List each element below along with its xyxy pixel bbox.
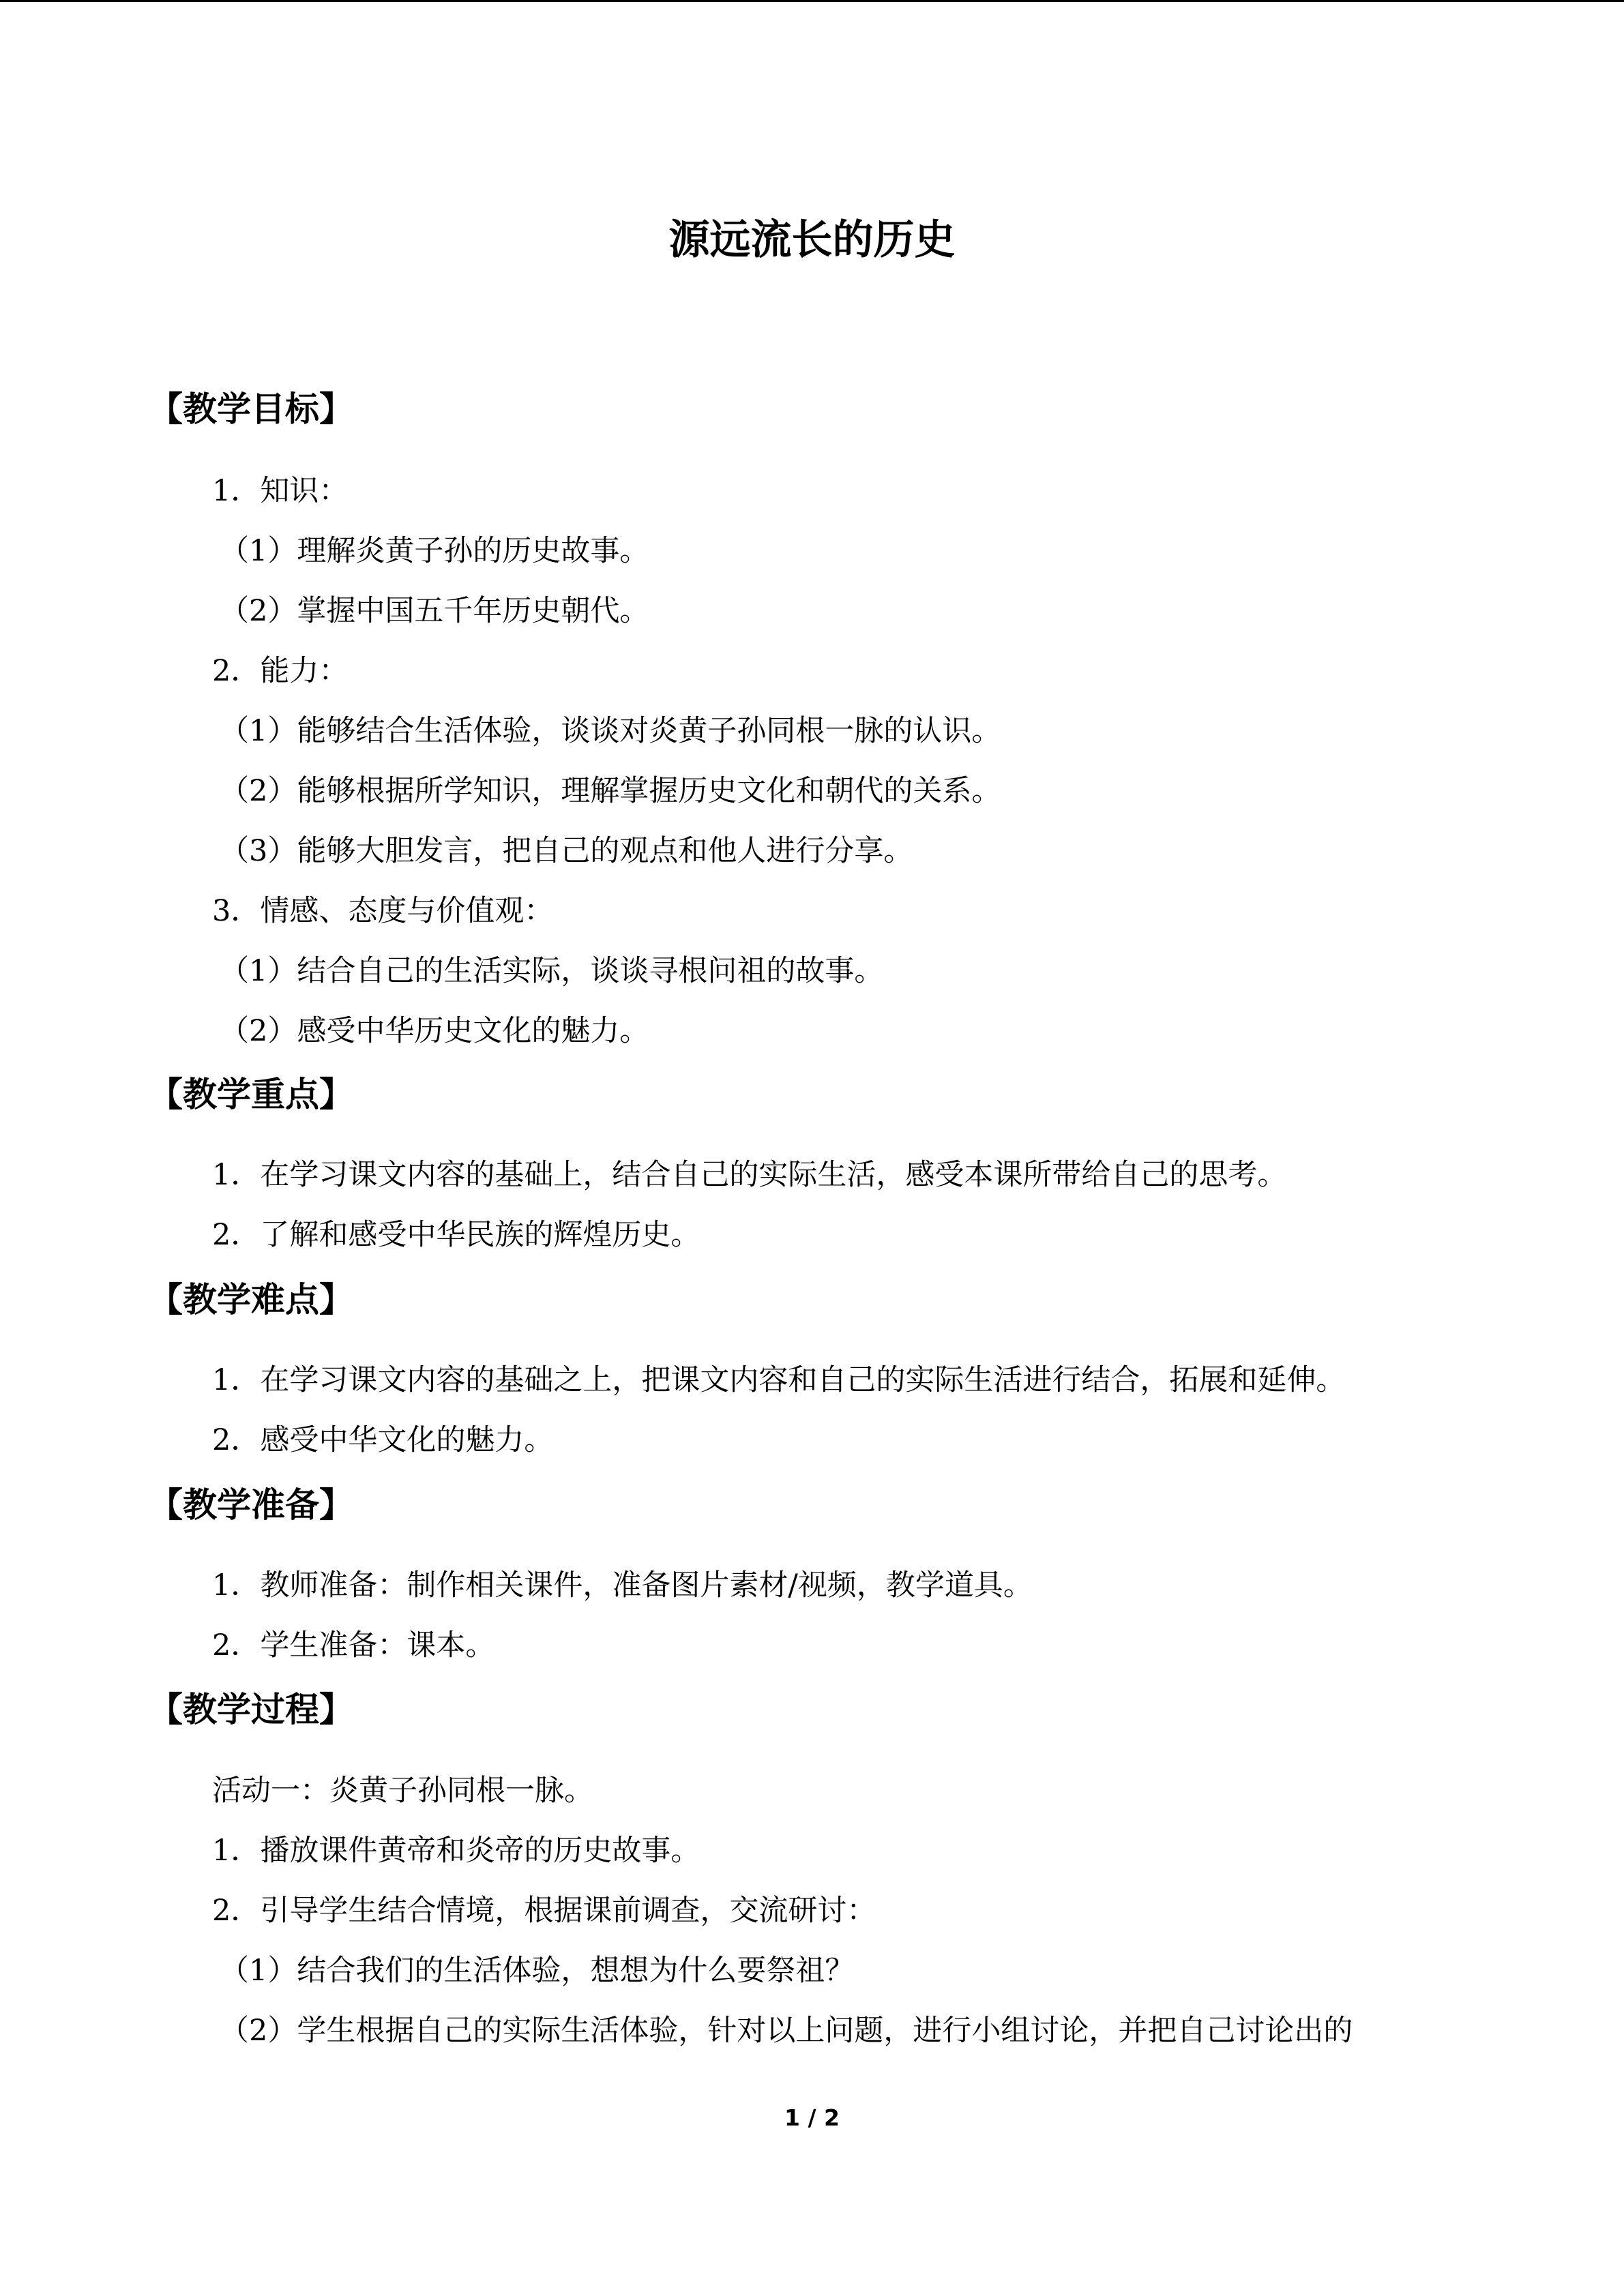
difficulties-line: 1．在学习课文内容的基础之上，把课文内容和自己的实际生活进行结合，拓展和延伸。 bbox=[212, 1363, 1346, 1397]
process-line: 2．引导学生结合情境，根据课前调查，交流研讨： bbox=[212, 1894, 876, 1928]
process-line: 1．播放课件黄帝和炎帝的历史故事。 bbox=[212, 1834, 700, 1868]
preparation-line: 1．教师准备：制作相关课件，准备图片素材/视频，教学道具。 bbox=[212, 1568, 1033, 1602]
goals-line: （1）能够结合生活体验，谈谈对炎黄子孙同根一脉的认识。 bbox=[220, 714, 1001, 748]
difficulties-line: 2．感受中华文化的魅力。 bbox=[212, 1423, 554, 1457]
process-line: （1）结合我们的生活体验，想想为什么要祭祖？ bbox=[220, 1954, 855, 1988]
goals-line: （2）掌握中国五千年历史朝代。 bbox=[220, 594, 649, 628]
goals-line: （3）能够大胆发言，把自己的观点和他人进行分享。 bbox=[220, 834, 913, 868]
goals-line: 1．知识： bbox=[212, 474, 349, 508]
section-heading-key-points: 【教学重点】 bbox=[149, 1075, 353, 1114]
preparation-line: 2．学生准备：课本。 bbox=[212, 1628, 495, 1663]
document-title: 源远流长的历史 bbox=[668, 216, 956, 264]
goals-line: （1）理解炎黄子孙的历史故事。 bbox=[220, 534, 649, 568]
section-heading-difficulties: 【教学难点】 bbox=[149, 1280, 353, 1320]
goals-line: （2）能够根据所学知识，理解掌握历史文化和朝代的关系。 bbox=[220, 774, 1001, 808]
section-heading-preparation: 【教学准备】 bbox=[149, 1485, 353, 1525]
process-line: 活动一：炎黄子孙同根一脉。 bbox=[212, 1774, 593, 1808]
process-line: （2）学生根据自己的实际生活体验，针对以上问题，进行小组讨论，并把自己讨论出的 bbox=[220, 2014, 1353, 2048]
section-heading-goals: 【教学目标】 bbox=[149, 389, 353, 429]
key-points-line: 2．了解和感受中华民族的辉煌历史。 bbox=[212, 1218, 700, 1252]
goals-line: （2）感受中华历史文化的魅力。 bbox=[220, 1014, 649, 1048]
page-number: 1 / 2 bbox=[784, 2104, 840, 2131]
section-heading-process: 【教学过程】 bbox=[149, 1690, 353, 1729]
key-points-line: 1．在学习课文内容的基础上，结合自己的实际生活，感受本课所带给自己的思考。 bbox=[212, 1158, 1287, 1192]
page-top-border bbox=[0, 0, 1624, 2]
goals-line: 3．情感、态度与价值观： bbox=[212, 894, 554, 928]
goals-line: （1）结合自己的生活实际，谈谈寻根问祖的故事。 bbox=[220, 954, 884, 988]
goals-line: 2．能力： bbox=[212, 654, 349, 688]
